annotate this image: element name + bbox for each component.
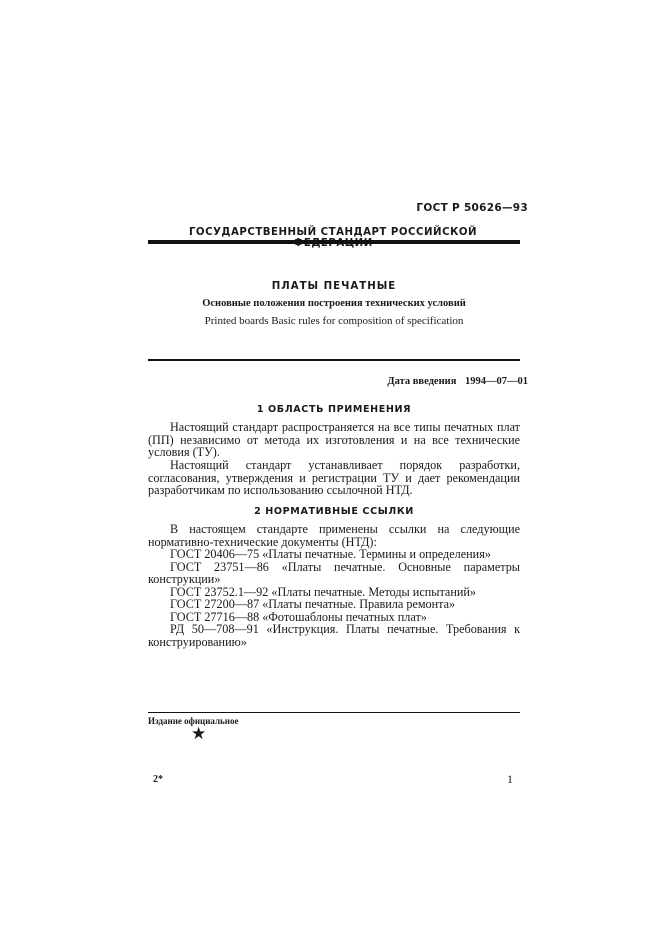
section-1-paragraph: Настоящий стандарт устанавливает порядок разработки, согласования, утверждения и регистрации ТУ и дает рекомендации разработчикам по использованию ссылочной НТД.	[148, 458, 520, 497]
title-rule	[148, 359, 520, 361]
signature-mark: 2*	[153, 774, 163, 785]
gost-code: ГОСТ Р 50626—93	[416, 202, 528, 214]
reference-list	[148, 548, 520, 648]
section-1-paragraph: Настоящий стандарт распространяется на все типы печатных плат (ПП) независимо от метода их изготовления и на все технические условия (ТУ).	[148, 420, 520, 459]
state-standard-title: ГОСУДАРСТВЕННЫЙ СТАНДАРТ РОССИЙСКОЙ	[188, 227, 478, 238]
section-2-heading: 2 НОРМАТИВНЫЕ ССЫЛКИ	[254, 506, 414, 517]
reference-item: ГОСТ 23752.1—92 «Платы печатные. Методы испытаний»	[170, 584, 476, 599]
reference-item: ГОСТ 27716—88 «Фотошаблоны печатных плат»	[170, 609, 427, 624]
official-edition-label: Издание официальное	[148, 716, 239, 726]
reference-item: РД 50—708—91 «Инструкция. Платы печатные. Требования к конструированию»	[148, 622, 520, 649]
reference-item: ГОСТ 27200—87 «Платы печатные. Правила ремонта»	[170, 597, 456, 611]
section-1-heading: 1 ОБЛАСТЬ ПРИМЕНЕНИЯ	[256, 404, 412, 415]
footer-rule	[148, 712, 520, 713]
document-title: ПЛАТЫ ПЕЧАТНЫЕ	[271, 281, 397, 292]
page-number: 1	[507, 772, 513, 786]
reference-item: ГОСТ 23751—86 «Платы печатные. Основные параметры конструкции»	[148, 559, 520, 586]
introduction-date-label: Дата введения	[387, 376, 457, 387]
introduction-date-value: 1994—07—01	[465, 376, 528, 387]
section-2-intro: В настоящем стандарте применены ссылки на следующие нормативно-технические документы (НТД):	[148, 522, 520, 549]
reference-item: ГОСТ 20406—75 «Платы печатные. Термины и определения»	[170, 547, 491, 561]
header-rule	[148, 240, 520, 244]
introduction-date	[387, 376, 528, 387]
document-english-title: Printed boards Basic rules for composition of specification	[204, 315, 464, 327]
document-subtitle: Основные положения построения технических условий	[202, 298, 466, 309]
star-icon: ★	[191, 724, 207, 744]
